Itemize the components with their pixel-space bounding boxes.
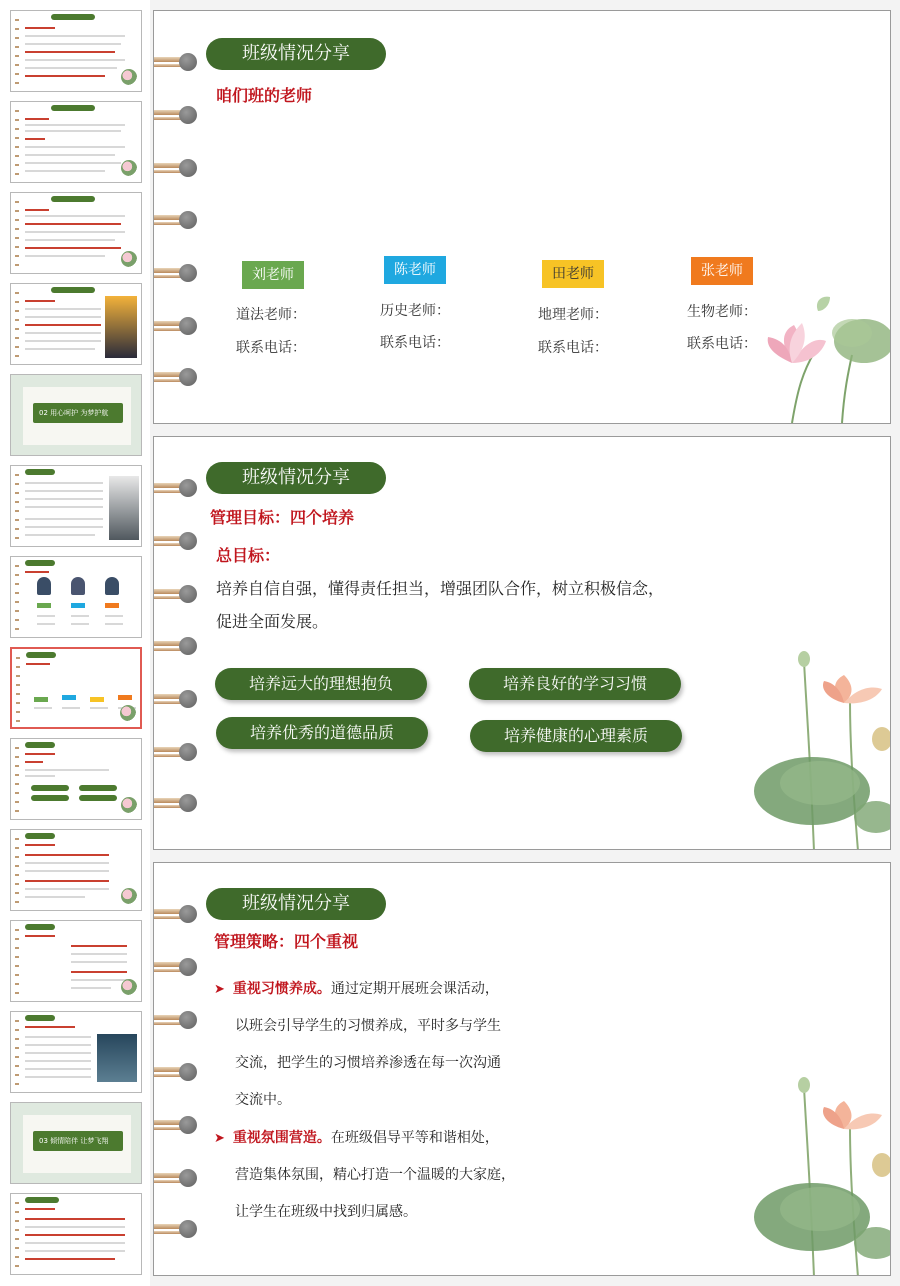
lotus-flower-illustration <box>752 293 891 423</box>
slide-thumbnail-2[interactable] <box>10 101 142 183</box>
slide-subtitle: 咱们班的老师 <box>216 86 313 105</box>
teacher-phone: 联系电话： <box>687 336 757 352</box>
slide-thumbnail-14[interactable] <box>10 1193 142 1275</box>
teacher-name-badge: 陈老师 <box>384 256 446 284</box>
goal-label: 总目标： <box>216 546 281 565</box>
slide-header: 班级情况分享 <box>206 38 386 70</box>
goal-text-line-1: 培养自信自强，懂得责任担当，增强团队合作，树立积极信念， <box>216 579 665 598</box>
slide-subtitle: 管理策略：四个重视 <box>214 932 359 951</box>
slide-thumbnail-12[interactable] <box>10 1011 142 1093</box>
section-title: 02 用心呵护 为梦护航 <box>33 403 123 423</box>
teacher-subject: 生物老师： <box>687 304 757 320</box>
thumbnail-image <box>109 476 139 540</box>
lotus-icon <box>121 979 137 995</box>
spiral-binding <box>154 437 214 849</box>
strategy-item-heading: 重视习惯养成。 <box>232 981 331 997</box>
arrow-bullet-icon: ➤ <box>214 982 225 997</box>
slide-thumbnail-10[interactable] <box>10 829 142 911</box>
goal-text-line-2: 促进全面发展。 <box>216 612 329 631</box>
slide-thumbnail-11[interactable] <box>10 920 142 1002</box>
lotus-leaf-illustration <box>754 1067 891 1276</box>
lotus-icon <box>121 69 137 85</box>
slide-thumbnail-1[interactable] <box>10 10 142 92</box>
slide-thumbnail-panel[interactable] <box>0 0 150 1286</box>
section-title: 03 倾情陪伴 让梦飞翔 <box>33 1131 123 1151</box>
slide-thumbnail-5[interactable] <box>10 374 142 456</box>
strategy-item-heading: 重视氛围营造。 <box>232 1130 331 1146</box>
teacher-subject: 地理老师： <box>538 307 608 323</box>
thumbnail-image <box>97 1034 137 1082</box>
teacher-phone: 联系电话： <box>538 340 608 356</box>
teacher-name-badge: 刘老师 <box>242 261 304 289</box>
lotus-leaf-illustration <box>754 641 891 850</box>
slide-thumbnail-4[interactable] <box>10 283 142 365</box>
spiral-binding <box>154 863 214 1275</box>
slide-management-goals[interactable] <box>153 436 891 850</box>
slide-header: 班级情况分享 <box>206 462 386 494</box>
strategy-item-2 <box>214 1127 499 1147</box>
goal-pill: 培养优秀的道德品质 <box>216 717 428 749</box>
slide-thumbnail-3[interactable] <box>10 192 142 274</box>
slide-management-strategy[interactable] <box>153 862 891 1276</box>
strategy-line: 交流中。 <box>235 1092 291 1108</box>
lotus-icon <box>121 160 137 176</box>
strategy-line: 营造集体氛围，精心打造一个温暖的大家庭， <box>235 1167 515 1183</box>
teacher-subject: 历史老师： <box>380 303 450 319</box>
lotus-icon <box>120 705 136 721</box>
teacher-name-badge: 田老师 <box>542 260 604 288</box>
arrow-bullet-icon: ➤ <box>214 1131 225 1146</box>
spiral-binding <box>154 11 214 423</box>
strategy-item-text: 通过定期开展班会课活动， <box>330 981 499 997</box>
slide-teachers[interactable] <box>153 10 891 424</box>
slide-header: 班级情况分享 <box>206 888 386 920</box>
slide-thumbnail-6[interactable] <box>10 465 142 547</box>
strategy-line: 以班会引导学生的习惯养成，平时多与学生 <box>235 1018 501 1034</box>
goal-pill: 培养远大的理想抱负 <box>215 668 427 700</box>
lotus-icon <box>121 888 137 904</box>
strategy-item-1 <box>214 978 499 998</box>
teacher-subject: 道法老师： <box>236 307 306 323</box>
lotus-icon <box>121 797 137 813</box>
teacher-phone: 联系电话： <box>380 335 450 351</box>
slide-thumbnail-13[interactable] <box>10 1102 142 1184</box>
goal-pill: 培养良好的学习习惯 <box>469 668 681 700</box>
teacher-phone: 联系电话： <box>236 340 306 356</box>
spiral-binding <box>15 19 19 89</box>
thumbnail-image <box>105 296 137 358</box>
slide-subtitle: 管理目标：四个培养 <box>210 508 355 527</box>
strategy-line: 让学生在班级中找到归属感。 <box>235 1204 417 1220</box>
goal-pill: 培养健康的心理素质 <box>470 720 682 752</box>
teacher-name-badge: 张老师 <box>691 257 753 285</box>
slide-thumbnail-9[interactable] <box>10 738 142 820</box>
thumbnail-title <box>51 14 95 20</box>
lotus-icon <box>121 251 137 267</box>
slide-thumbnail-8[interactable] <box>10 647 142 729</box>
strategy-item-text: 在班级倡导平等和谐相处， <box>330 1130 499 1146</box>
slide-thumbnail-7[interactable] <box>10 556 142 638</box>
strategy-line: 交流，把学生的习惯培养渗透在每一次沟通 <box>235 1055 501 1071</box>
